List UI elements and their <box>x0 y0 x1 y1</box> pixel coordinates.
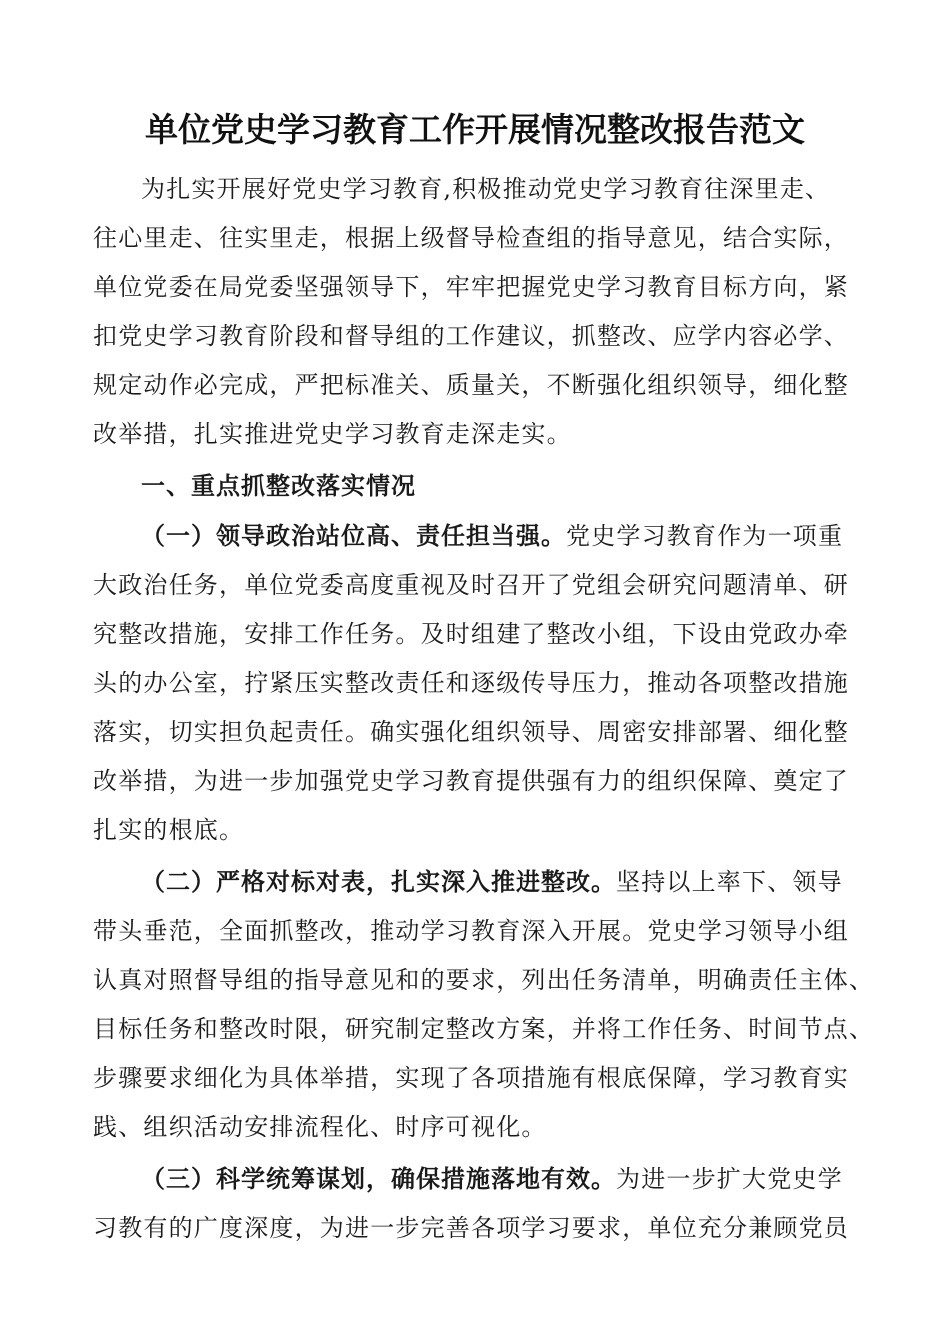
item-3-first-line-text: 为进一步扩大党史学 <box>616 1165 843 1193</box>
intro-line: 规定动作必完成，严把标准关、质量关，不断强化组织领导，细化整 <box>93 371 849 399</box>
item-2-line: 步骤要求细化为具体举措，实现了各项措施有根底保障，学习教育实 <box>93 1064 849 1092</box>
item-3-first-line <box>93 1155 861 1204</box>
intro-line: 扣党史学习教育阶段和督导组的工作建议，抓整改、应学内容必学、 <box>93 322 849 350</box>
item-2-first-line <box>93 858 861 907</box>
intro-line: 往心里走、往实里走，根据上级督导检查组的指导意见，结合实际， <box>93 224 849 252</box>
item-1-heading: （一）领导政治站位高、责任担当强。 <box>141 522 566 550</box>
item-1-line: 改举措，为进一步加强党史学习教育提供强有力的组织保障、奠定了 <box>93 767 849 795</box>
item-1-line: 究整改措施，安排工作任务。及时组建了整改小组，下设由党政办牵 <box>93 620 849 648</box>
item-1-first-line <box>93 512 861 561</box>
item-1-line: 头的办公室，拧紧压实整改责任和逐级传导压力，推动各项整改措施 <box>93 669 849 697</box>
intro-line: 改举措，扎实推进党史学习教育走深走实。 <box>93 420 572 448</box>
section-heading-block <box>93 462 861 511</box>
item-2-heading: （二）严格对标对表，扎实深入推进整改。 <box>141 868 616 896</box>
item-2-first-line-text: 坚持以上率下、领导 <box>616 868 843 896</box>
intro-line: 为扎实开展好党史学习教育,积极推动党史学习教育往深里走、 <box>141 175 831 203</box>
item-2-line: 认真对照督导组的指导意见和的要求，列出任务清单，明确责任主体、 <box>93 966 875 994</box>
item-2-line: 目标任务和整改时限，研究制定整改方案，并将工作任务、时间节点、 <box>93 1015 875 1043</box>
item-2-paragraph <box>93 858 875 1152</box>
intro-line: 单位党委在局党委坚强领导下，牢牢把握党史学习教育目标方向，紧 <box>93 273 849 301</box>
item-2-line: 带头垂范，全面抓整改，推动学习教育深入开展。党史学习领导小组 <box>93 917 849 945</box>
item-3-heading: （三）科学统筹谋划，确保措施落地有效。 <box>141 1165 616 1193</box>
section-heading: 一、重点抓整改落实情况 <box>141 472 416 500</box>
item-1-line: 扎实的根底。 <box>93 816 245 844</box>
item-2-line: 践、组织活动安排流程化、时序可视化。 <box>93 1113 547 1141</box>
item-1-first-line-text: 党史学习教育作为一项重 <box>566 522 844 550</box>
item-1-paragraph <box>93 512 861 855</box>
document-title: 单位党史学习教育工作开展情况整改报告范文 <box>145 110 805 149</box>
item-1-line: 落实，切实担负起责任。确实强化组织领导、周密安排部署、细化整 <box>93 718 849 746</box>
item-3-line: 习教有的广度深度，为进一步完善各项学习要求，单位充分兼顾党员 <box>93 1214 849 1242</box>
intro-paragraph <box>93 165 861 459</box>
item-3-paragraph <box>93 1155 861 1253</box>
item-1-line: 大政治任务，单位党委高度重视及时召开了党组会研究问题清单、研 <box>93 571 849 599</box>
